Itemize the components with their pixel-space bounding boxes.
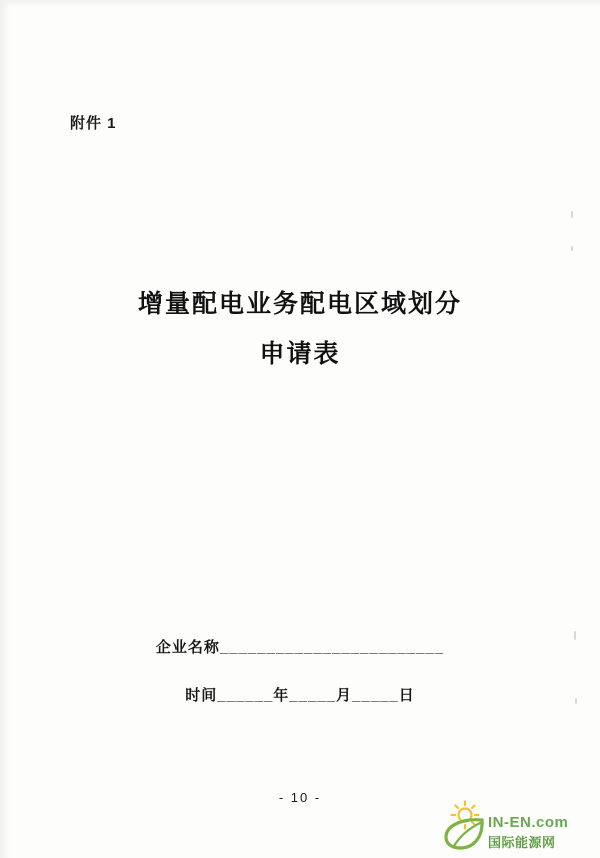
- scan-edge-top: [0, 0, 600, 8]
- leaf-icon: [442, 816, 486, 850]
- page-number: - 10 -: [278, 790, 322, 805]
- watermark-logo: [442, 798, 592, 852]
- watermark-text-en: IN-EN.com: [488, 814, 569, 831]
- date-field: 时间______年_____月_____日: [185, 687, 415, 704]
- company-name-field: 企业名称________________________: [155, 639, 445, 656]
- scan-speck: [571, 246, 573, 251]
- watermark-text-cn: 国际能源网: [488, 835, 556, 850]
- document-title-line-2: 申请表: [259, 340, 341, 368]
- scan-edge-left: [0, 0, 10, 858]
- scan-speck: [571, 211, 573, 218]
- document-title-line-1: 增量配电业务配电区域划分: [137, 290, 462, 318]
- attachment-label: 附件 1: [70, 115, 117, 132]
